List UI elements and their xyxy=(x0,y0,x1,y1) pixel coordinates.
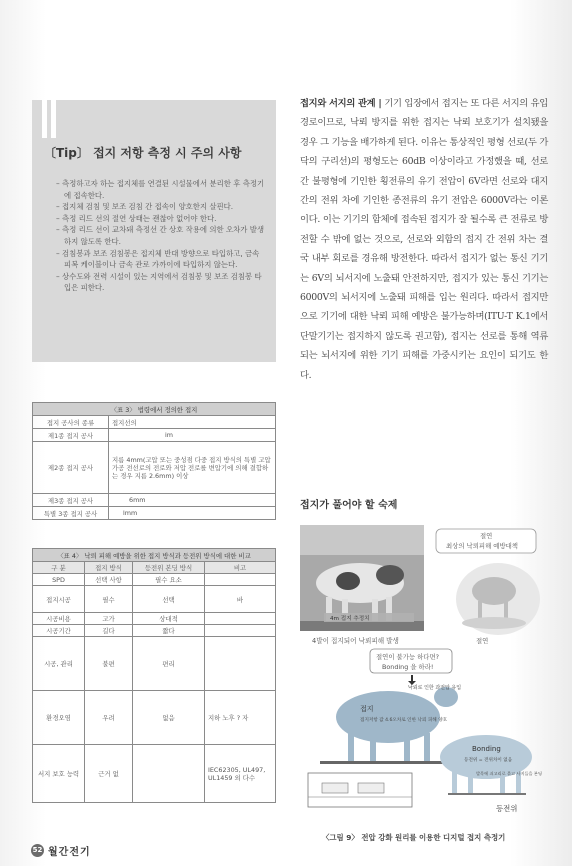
table-header-row: 구 분 접지 방식 등전위 본딩 방식 비고 xyxy=(33,562,276,574)
figure-label-bonding-desc: 등전위 = 전위차이 없음 xyxy=(464,758,513,763)
table-row: 접지 공사의 종류 접지선의 xyxy=(33,416,276,429)
figure-label-ground-desc: 접지저항 값 4.6오차로 인한 낙뢰 피해 양호 xyxy=(360,718,448,723)
tip-item: – 측정 리드 선의 절연 상태는 괜찮아 없어야 한다. xyxy=(56,213,217,223)
tip-item: – 검침봉과 보조 검침봉은 접지체 반대 방향으로 타입하고, 금속 피복 케이블이나 금속 관로 가까이에 타입하지 않는다. xyxy=(56,248,260,270)
table-grounding-comparison xyxy=(32,548,276,803)
table-row: 제2종 접지 공사 지름 4mm(고압 또는 중성점 다중 접지 방식의 특별 고압 가공 전선로의 전로와 저압 전로를 변압기에 의해 결합하는 경우 지름 2.6mm) 이상 xyxy=(33,442,276,494)
figure-label-equipotential: 등전위 xyxy=(496,804,518,813)
figure-answer: Bonding 을 하라! xyxy=(382,663,434,671)
figure-label-bonding: Bonding xyxy=(472,745,501,753)
table-caption: 〈표 3〉 법령에서 정의한 접지 xyxy=(33,403,276,416)
table-row: 시공비용 고가 상대적 xyxy=(33,613,276,625)
table-row: 제1종 접지 공사 im xyxy=(33,429,276,442)
tip-item: – 상수도와 전력 시설이 있는 지역에서 검침봉 및 보조 검침봉 타입은 피한다. xyxy=(56,271,262,293)
calf-photo xyxy=(300,525,424,631)
tip-box xyxy=(32,100,276,362)
article-lead: 접지와 서지의 관계 xyxy=(300,98,376,109)
article-text: 기기 입장에서 접지는 또 다른 서지의 유입 경로이므로, 낙뢰 방지를 위한 접지는 낙뢰 보호기가 설치됐을 경우 그 기능을 배가하게 된다. 이유는 통상적인 평형 선로(두 가닥의 구리선)의 평형도는 60dB 이상이라고 가정했을 때, 선로 간 불평형에 기인한 횡전류의 유기 전압이 6V라면 선로와 대지 간의 전위 차에 기인한 종전류의 유기 전압은 6000V라는 이론이다. 이는 기기의 함체에 접속된 접지가 잘 될수록 큰 전류로 방전할 수 밖에 없는 것으로, 선로와 외함의 접지 간 전위 차는 결국 내부 회로를 경유해 방전한다. 따라서 접지가 없는 통신 기기는 6V의 뇌서지에 노출돼 안전하지만, 접지가 있는 통신 기기는 6000V의 뇌서지에 노출돼 피해를 입는 원리다. 따라서 접지만으로 기기에 대한 낙뢰 피해 예방은 불가능하며(ITU-T K.1에서 단말기기는 접지하지 않도록 권고함), 접지는 선로를 통해 역류되는 뇌서지에 위한 기기 피해를 가중시키는 요인이 되기도 한다. xyxy=(300,98,548,381)
tip-item: – 측정 리드 선이 교차돼 측정선 간 상호 작용에 의한 오차가 발생하지 않도록 한다. xyxy=(56,225,265,246)
figure-illustration xyxy=(300,521,546,827)
table-row: 특별 3종 접지 공사 lmm xyxy=(33,507,276,520)
article-body xyxy=(300,94,548,385)
photo-label: 4m 접지 추정치 xyxy=(330,616,370,622)
tip-decor-bar xyxy=(51,100,56,138)
figure-caption: 〈그림 9〉 전압 강화 원리를 이용한 디지털 접지 측정기 xyxy=(322,833,506,842)
tip-list xyxy=(56,178,268,294)
section-title: 접지가 풀어야 할 숙제 xyxy=(300,500,398,511)
table-row: 서지 보호 능력 근거 없 IEC62305, UL497, UL1459 외 다수 xyxy=(33,745,276,803)
tip-item: – 측정하고자 하는 접지체를 연결된 시설물에서 분리한 후 측정기에 접속한다. xyxy=(56,179,265,200)
figure-label-best: 최상의 낙뢰피해 예방대책 xyxy=(446,542,518,550)
table-row: 제3종 접지 공사 6mm xyxy=(33,494,276,507)
table-row: 환경오염 우려 없음 지하 노후 ? 자 xyxy=(33,691,276,745)
table-legal-grounding xyxy=(32,402,276,520)
magazine-name: 월간전기 xyxy=(48,847,91,858)
table-row: 접지시공 필수 선택 바 xyxy=(33,586,276,613)
table-row: 시공, 관리 불편 편리 xyxy=(33,637,276,691)
figure-question: 절연이 불가능 하다면? xyxy=(376,653,440,661)
figure-label-voltage: 낙뢰로 인한 과전압 유입 xyxy=(408,685,462,691)
table-caption: 〈표 4〉 낙뢰 피해 예방을 위한 접지 방식과 등전위 방식에 대한 비교 xyxy=(33,549,276,562)
figure-label-insul2: 절연 xyxy=(476,637,489,645)
table-row: SPD 선택 사항 필수 요소 xyxy=(33,574,276,586)
tip-title: 〔Tip〕 접지 저항 측정 시 주의 사항 xyxy=(44,146,242,160)
page-number: 52 xyxy=(31,844,44,857)
table-row: 시공기간 길다 짧다 xyxy=(33,625,276,637)
figure-label-insulation: 절연 xyxy=(480,532,493,540)
figure-label-ground: 접지 xyxy=(360,705,374,713)
lead-separator: | xyxy=(375,98,385,109)
tip-item: – 접지체 검침 및 보조 검침 간 접속이 양호한지 살핀다. xyxy=(56,202,234,212)
figure-label-damage: 4발이 접지되어 낙뢰피해 발생 xyxy=(312,637,399,645)
figure-label-bonding-desc2: 발목에 쇠고리로 묶고 사지들을 본딩 xyxy=(476,771,543,776)
tip-decor-bar xyxy=(42,100,47,138)
